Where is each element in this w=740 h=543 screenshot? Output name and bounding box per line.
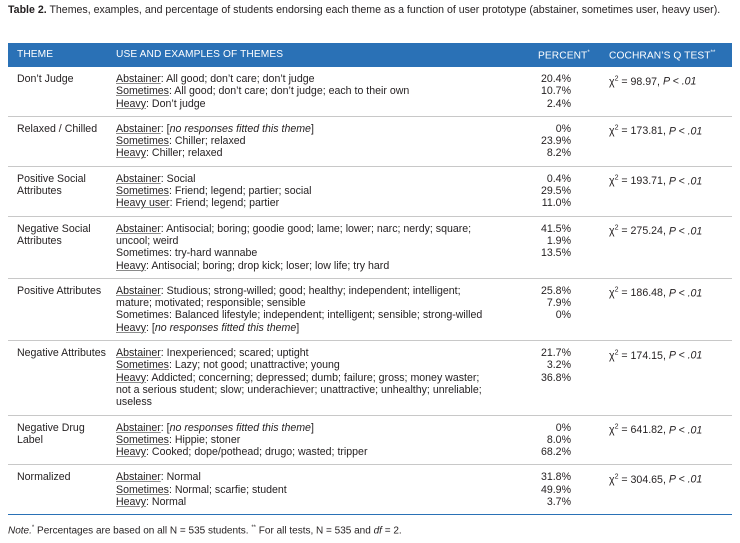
example-text: try-hard wannabe: [174, 247, 258, 260]
chi-square-value: $\chi^2 = 186.48$,: [609, 286, 666, 300]
theme-cell: Negative Social Attributes: [8, 216, 107, 278]
example-text: All good; don’t care; don’t judge; each to their own: [174, 85, 410, 98]
label-separator: :: [168, 309, 175, 322]
user-type-label: Abstainer: [116, 347, 161, 360]
user-type-label: Sometimes: [116, 185, 169, 198]
user-type-label: Sometimes: [116, 483, 169, 496]
example-text: Friend; legend; partier; social: [174, 185, 312, 198]
note-text-1: Percentages are based on all N = 535 students.: [34, 525, 252, 537]
example-line: [116, 471, 529, 483]
chi-square-value: $\chi^2 = 641.82$,: [609, 423, 666, 437]
theme-cell: Don’t Judge: [8, 67, 107, 116]
header-use: USE AND EXAMPLES OF THEMES: [107, 43, 529, 67]
header-percent: PERCENT*: [529, 43, 600, 67]
percent-value: 7.9%: [546, 297, 571, 310]
note-mark-2: **: [251, 525, 257, 531]
theme-cell: Positive Social Attributes: [8, 166, 107, 216]
label-separator: :: [146, 147, 152, 160]
user-type-label: Sometimes: [116, 247, 169, 260]
example-line: [116, 309, 529, 321]
example-line-continued: uncool; weird: [116, 234, 179, 247]
header-percent-mark: *: [587, 50, 590, 57]
example-line: [116, 285, 529, 297]
table-row: [8, 166, 732, 216]
example-text: Studious; strong-willed; good; healthy; independent; intelligent;: [166, 284, 461, 297]
label-separator: :: [146, 321, 152, 334]
table-row: [8, 278, 732, 340]
examples-cell: [107, 278, 529, 340]
example-text: Antisocial; boring; drop kick; loser; low life; try hard: [151, 259, 390, 272]
example-text: Normal; scarfie; student: [174, 483, 287, 496]
example-text: [no responses fitted this theme]: [166, 122, 314, 135]
example-text: Don’t judge: [151, 97, 206, 110]
percent-cell: [529, 278, 600, 340]
percent-value: 2.4%: [546, 97, 571, 110]
percent-value: 68.2%: [540, 446, 571, 459]
percent-value: 1.9%: [546, 234, 571, 247]
example-line: [116, 123, 529, 135]
cochran-cell: [600, 216, 732, 278]
example-text: Social: [166, 172, 196, 185]
note-df: df: [373, 525, 382, 537]
example-text: Normal: [166, 471, 201, 484]
table-header-row: [8, 43, 732, 67]
examples-cell: [107, 216, 529, 278]
user-type-label: Sometimes: [116, 85, 169, 98]
cochran-cell: [600, 341, 732, 415]
user-type-label: Heavy: [116, 321, 147, 334]
user-type-label: Abstainer: [116, 73, 161, 85]
user-type-label: Abstainer: [116, 172, 161, 185]
chi-square-value: $\chi^2 = 304.65$,: [609, 473, 666, 486]
example-line: [116, 422, 529, 434]
note-label: Note.: [8, 525, 32, 537]
example-line: [116, 247, 529, 259]
percent-value: 41.5%: [540, 222, 571, 235]
label-separator: :: [146, 97, 152, 110]
user-type-label: Sometimes: [116, 433, 169, 446]
example-line: [116, 173, 529, 185]
cochran-cell: [600, 166, 732, 216]
p-value: P < .01: [662, 75, 697, 88]
label-separator: :: [168, 247, 175, 260]
percent-value: 3.7%: [546, 496, 571, 509]
label-separator: :: [168, 135, 175, 148]
theme-cell: Relaxed / Chilled: [8, 116, 107, 166]
example-text: Chiller; relaxed: [174, 135, 246, 148]
user-type-label: Heavy: [116, 446, 147, 459]
label-separator: :: [169, 197, 176, 210]
header-cochran-mark: **: [710, 50, 716, 57]
label-separator: :: [160, 172, 167, 185]
cochran-cell: [600, 415, 732, 465]
example-text: Addicted; concerning; depressed; dumb; failure; gross; money waster;: [151, 371, 480, 384]
example-line-continued: mature; motivated; responsible; sensible: [116, 297, 306, 310]
percent-value: 23.9%: [540, 135, 571, 148]
user-type-label: Heavy user: [116, 197, 170, 210]
percent-cell: [529, 67, 600, 116]
user-type-label: Heavy: [116, 97, 147, 110]
label-separator: :: [146, 259, 152, 272]
user-type-label: Heavy: [116, 259, 147, 272]
percent-value: 36.8%: [540, 371, 571, 384]
example-line: [116, 185, 529, 197]
percent-cell: [529, 166, 600, 216]
percent-value: 3.2%: [546, 359, 571, 372]
example-text: Lazy; not good; unattractive; young: [174, 359, 340, 372]
percent-cell: [529, 415, 600, 465]
table-row: [8, 415, 732, 465]
example-text: Normal: [151, 496, 187, 509]
examples-cell: [107, 116, 529, 166]
user-type-label: Abstainer: [116, 122, 161, 135]
example-line: [116, 98, 529, 110]
example-line: [116, 446, 529, 458]
example-line: [116, 372, 529, 384]
label-separator: :: [160, 284, 167, 297]
note-text-2: For all tests, N = 535 and: [256, 525, 374, 537]
percent-value: 0%: [555, 421, 571, 434]
caption-text: Themes, examples, and percentage of students endorsing each theme as a function of user prototype (abstainer, sometimes user, heavy user).: [49, 4, 721, 16]
percent-value: 8.2%: [546, 147, 571, 160]
percent-value: 10.7%: [540, 85, 571, 98]
cochran-cell: [600, 116, 732, 166]
label-separator: :: [168, 185, 175, 198]
cochran-cell: [600, 67, 732, 116]
table-row: [8, 341, 732, 415]
example-line-continued: useless: [116, 396, 152, 409]
example-line: [116, 322, 529, 334]
label-separator: :: [146, 371, 152, 384]
table-row: [8, 67, 732, 116]
example-line: [116, 484, 529, 496]
example-line: [116, 359, 529, 371]
example-line: [116, 260, 529, 272]
chi-square-value: $\chi^2 = 98.97$,: [609, 75, 660, 88]
table-caption: [8, 4, 732, 17]
p-value: P < .01: [668, 175, 703, 188]
cochran-cell: [600, 465, 732, 515]
header-theme: THEME: [8, 43, 107, 67]
user-type-label: Abstainer: [116, 421, 161, 434]
example-text: Chiller; relaxed: [151, 147, 223, 160]
percent-value: 13.5%: [540, 247, 571, 260]
caption-label: Table 2.: [8, 4, 47, 16]
label-separator: :: [168, 359, 175, 372]
label-separator: :: [146, 446, 152, 459]
table-row: [8, 116, 732, 166]
note-mark-1: *: [31, 525, 35, 531]
example-text: Balanced lifestyle; independent; intelligent; sensible; strong-willed: [174, 309, 483, 322]
theme-cell: Negative Drug Label: [8, 415, 107, 465]
user-type-label: Abstainer: [116, 471, 161, 484]
examples-cell: [107, 166, 529, 216]
example-line: [116, 223, 529, 235]
chi-square-value: $\chi^2 = 193.71$,: [609, 174, 666, 188]
p-value: P < .01: [668, 225, 703, 238]
label-separator: :: [160, 471, 167, 484]
label-separator: :: [160, 421, 167, 434]
label-separator: :: [160, 73, 167, 85]
percent-value: 0%: [555, 309, 571, 322]
user-type-label: Heavy: [116, 496, 147, 509]
example-line: [116, 135, 529, 147]
example-text: All good; don’t care; don’t judge: [166, 73, 315, 85]
chi-square-value: $\chi^2 = 174.15$,: [609, 349, 666, 362]
percent-value: 8.0%: [546, 433, 571, 446]
p-value: P < .01: [668, 473, 703, 486]
label-separator: :: [160, 122, 167, 135]
p-value: P < .01: [668, 349, 703, 362]
example-line: [116, 347, 529, 359]
table-row: [8, 216, 732, 278]
examples-cell: [107, 465, 529, 515]
chi-square-value: $\chi^2 = 275.24$,: [609, 224, 666, 238]
chi-square-value: $\chi^2 = 173.81$,: [609, 124, 666, 138]
examples-cell: [107, 341, 529, 415]
user-type-label: Abstainer: [116, 284, 161, 297]
percent-cell: [529, 216, 600, 278]
percent-value: 11.0%: [541, 197, 571, 210]
example-line: [116, 85, 529, 97]
user-type-label: Abstainer: [116, 222, 161, 235]
percent-value: 0.4%: [546, 172, 571, 185]
user-type-label: Sometimes: [116, 359, 169, 372]
label-separator: :: [168, 85, 175, 98]
example-text: Inexperienced; scared; uptight: [166, 347, 309, 360]
percent-value: 29.5%: [540, 185, 571, 198]
label-separator: :: [168, 433, 175, 446]
example-text: Cooked; dope/pothead; drugo; wasted; tripper: [151, 446, 368, 459]
percent-value: 25.8%: [540, 284, 571, 297]
p-value: P < .01: [668, 125, 703, 138]
percent-cell: [529, 116, 600, 166]
percent-cell: [529, 341, 600, 415]
example-text: Hippie; stoner: [174, 433, 241, 446]
percent-value: 49.9%: [540, 483, 571, 496]
table-note: [8, 522, 402, 538]
example-line: [116, 496, 529, 508]
percent-value: 20.4%: [540, 73, 571, 85]
user-type-label: Heavy: [116, 147, 147, 160]
label-separator: :: [168, 483, 175, 496]
percent-value: 0%: [555, 122, 571, 135]
label-separator: :: [160, 222, 167, 235]
example-text: [no responses fitted this theme]: [151, 321, 300, 334]
example-line: [116, 73, 529, 85]
example-text: [no responses fitted this theme]: [166, 421, 314, 434]
cochran-cell: [600, 278, 732, 340]
example-line: [116, 434, 529, 446]
user-type-label: Sometimes: [116, 135, 169, 148]
p-value: P < .01: [668, 287, 703, 300]
label-separator: :: [146, 496, 152, 509]
example-text: Friend; legend; partier: [175, 197, 280, 210]
percent-value: 21.7%: [540, 347, 571, 360]
example-line: [116, 147, 529, 159]
p-value: P < .01: [668, 424, 703, 437]
theme-cell: Negative Attributes: [8, 341, 107, 415]
example-line-continued: not a serious student; slow; underachiever; unattractive; unhealthy; unreliable;: [116, 383, 482, 396]
examples-cell: [107, 67, 529, 116]
percent-cell: [529, 465, 600, 515]
themes-table: [8, 43, 732, 515]
user-type-label: Sometimes: [116, 309, 169, 322]
header-cochran: COCHRAN’S Q TEST**: [600, 43, 732, 67]
example-line: [116, 197, 529, 209]
percent-value: 31.8%: [540, 471, 571, 484]
user-type-label: Heavy: [116, 371, 147, 384]
theme-cell: Positive Attributes: [8, 278, 107, 340]
table-row: [8, 465, 732, 515]
examples-cell: [107, 415, 529, 465]
theme-cell: Normalized: [8, 465, 107, 515]
note-text-3: = 2.: [381, 525, 402, 537]
example-text: Antisocial; boring; goodie good; lame; lower; narc; nerdy; square;: [166, 222, 472, 235]
label-separator: :: [160, 347, 167, 360]
